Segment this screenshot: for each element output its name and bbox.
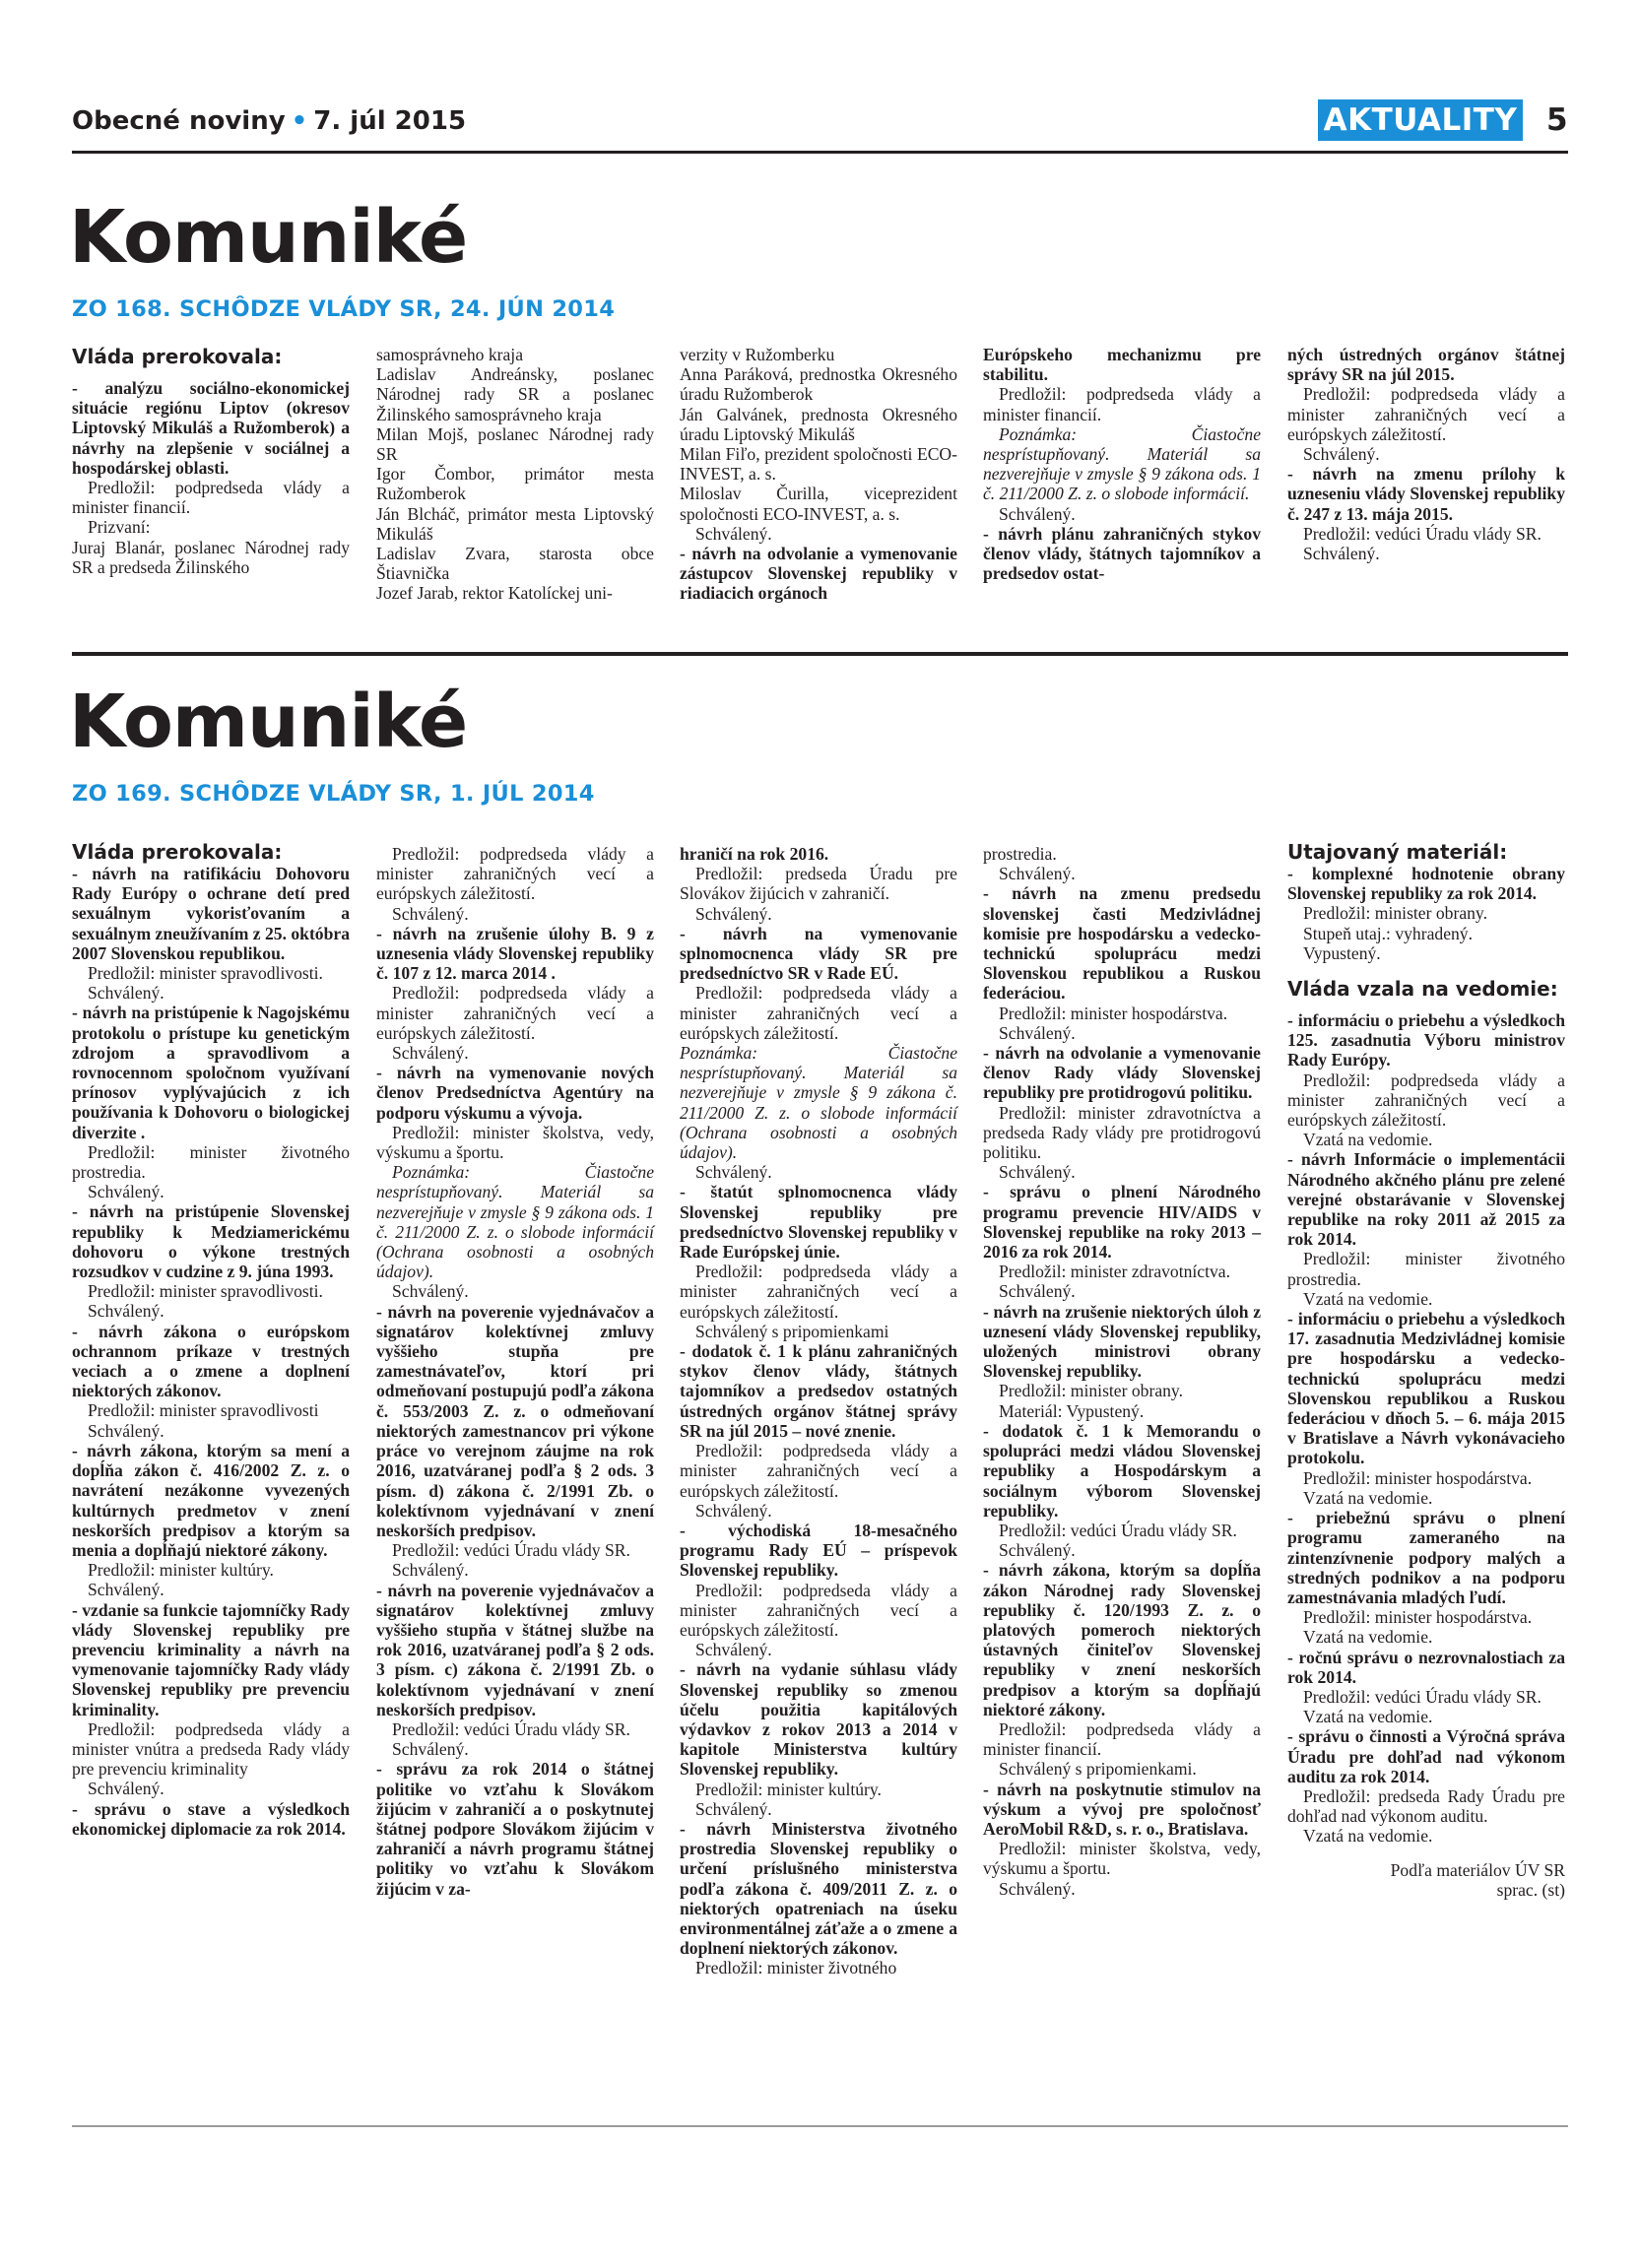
paragraph: verzity v Ružomberku [680,345,835,364]
item-detail: Schválený. [695,903,772,924]
item-detail: Schválený. [999,503,1076,524]
paragraph: prostredia. [983,844,1057,864]
agenda-item: - informáciu o priebehu a výsledkoch 125. zasadnutia Výboru ministrov Rady Európy. [1287,1010,1565,1070]
item-detail: Predložil: predseda Úradu pre Slovákov žijúcich v zahraničí. [680,864,957,904]
source-credit: sprac. (st) [1496,1879,1565,1900]
item-detail: Predložil: minister školstva, vedy, výskumu a športu. [376,1122,654,1163]
item-detail: Stupeň utaj.: vyhradený. [1303,923,1473,943]
paragraph: Ladislav Zvara, starosta obce Štiavnička [376,544,654,584]
paragraph: Ladislav Andreánsky, poslanec Národnej rady SR a poslanec Žilinského samosprávneho kraja [376,364,654,424]
item-detail: Predložil: minister životného prostredia. [1287,1249,1565,1289]
item-detail: Predložil: vedúci Úradu vlády SR. [392,1540,630,1561]
agenda-item: - východiská 18-mesačného programu Rady EÚ – príspevok Slovenskej republiky. [680,1520,957,1581]
item-detail: Vzatá na vedomie. [1303,1130,1433,1150]
item-detail: Schválený s pripomienkami [695,1321,889,1341]
article1-column-1 [72,345,350,577]
item-detail: Schválený s pripomienkami. [999,1759,1197,1780]
item-detail: Predložil: predseda Rady Úradu pre dohľad nad výkonom auditu. [1287,1785,1565,1827]
agenda-item: - informáciu o priebehu a výsledkoch 17. zasadnutia Medzivládnej komisie pre hospodársku a vedecko-technickú spoluprácu medzi Slovenskou republikou a Ruskou federáciou v dňoch 5. – 6. mája 2015 v Bratislave a Návrh vykonávacieho protokolu. [1287,1309,1565,1468]
paragraph: Ján Galvánek, prednosta Okresného úradu Liptovský Mikuláš [680,404,957,444]
item-detail: Schválený. [695,1798,772,1819]
agenda-item: - štatút splnomocnenca vlády Slovenskej republiky pre predsedníctvo Slovenskej republiky v Rade Európskej únie. [680,1182,957,1263]
agenda-item: hraničí na rok 2016. [680,844,829,864]
spacer [1287,963,1565,977]
note: Poznámka: Čiastočne nesprístupňovaný. Materiál sa nezverejňuje v zmysle § 9 zákona ods. 1 č. 211/2000 Z. z. o slobode informácií. [983,423,1261,504]
item-detail: Predložil: podpredseda vlády a minister zahraničných vecí a európskych záležitostí. [376,844,654,904]
paragraph: Anna Paráková, prednostka Okresného úradu Ružomberok [680,364,957,405]
item-detail: Predložil: podpredseda vlády a minister financií. [983,384,1261,424]
article1-column-5 [1287,345,1565,563]
agenda-item: - návrh na zrušenie úlohy B. 9 z uznesenia vlády Slovenskej republiky č. 107 z 12. marca 2014 . [376,923,654,984]
item-detail: Predložil: podpredseda vlády a minister zahraničných vecí a európskych záležitostí. [680,1262,957,1322]
item-detail: Schválený. [1303,544,1380,564]
footer-rule [72,2125,1568,2127]
agenda-item: - návrh na zrušenie niektorých úloh z uznesení vlády Slovenskej republiky, uložených ministrovi obrany Slovenskej republiky. [983,1301,1261,1382]
agenda-item: - návrh na odvolanie a vymenovanie zástupcov Slovenskej republiky v riadiacich orgánoch [680,544,957,604]
item-detail: Schválený. [392,1043,469,1064]
section-heading: Utajovaný materiál: [1287,840,1508,864]
item-detail: Predložil: minister obrany. [1303,903,1487,924]
page-number: 5 [1546,102,1568,138]
agenda-item: - návrh na vymenovanie splnomocnenca vlády SR pre predsedníctvo SR v Rade EÚ. [680,923,957,984]
article1-column-4 [983,345,1261,583]
item-detail: Schválený. [999,1540,1076,1561]
item-detail: Predložil: vedúci Úradu vlády SR. [999,1520,1237,1540]
item-detail: Predložil: vedúci Úradu vlády SR. [1303,1686,1542,1707]
item-detail: Schválený. [88,1779,164,1799]
item-detail: Schválený. [392,903,469,924]
item-detail: Predložil: podpredseda vlády a minister financií. [983,1718,1261,1760]
item-detail: Predložil: minister spravodlivosti. [88,963,323,984]
item-detail: Schválený. [88,1580,164,1600]
agenda-item: - návrh na vymenovanie nových členov Predsedníctva Agentúry na podporu výskumu a vývoja. [376,1063,654,1123]
agenda-item: - návrh na zmenu prílohy k uzneseniu vlády Slovenskej republiky č. 247 z 13. mája 2015. [1287,464,1565,524]
item-detail: Schválený. [392,1739,469,1760]
item-detail: Predložil: minister hospodárstva. [1303,1607,1533,1628]
item-detail: Schválený. [695,1500,772,1521]
section-heading: Vláda vzala na vedomie: [1287,977,1558,1002]
agenda-item: - správu o stave a výsledkoch ekonomickej diplomacie za rok 2014. [72,1798,350,1839]
item-detail: Schválený. [88,1301,164,1322]
paragraph: Ján Blcháč, primátor mesta Liptovský Mikuláš [376,503,654,544]
item-detail: Predložil: minister školstva, vedy, výskumu a športu. [983,1839,1261,1879]
newspaper-name: Obecné noviny [72,106,286,136]
item-detail: Schválený. [392,1560,469,1581]
item-detail: Predložil: podpredseda vlády a minister vnútra a predseda Rady vlády pre prevenciu kriminality [72,1718,350,1780]
item-detail: Predložil: minister životného [695,1958,897,1978]
item-detail: Predložil: minister zdravotníctva. [999,1262,1231,1282]
agenda-item: - návrh na vydanie súhlasu vlády Slovenskej republiky so zmenou účelu použitia kapitálových výdavkov z rokov 2013 a 2014 v kapitole Ministerstva kultúry Slovenskej republiky. [680,1659,957,1780]
article1-column-2 [376,345,654,604]
section-rubric: AKTUALITY [1318,99,1523,141]
agenda-item: Európskeho mechanizmu pre stabilitu. [983,345,1261,385]
agenda-item: - vzdanie sa funkcie tajomníčky Rady vlády Slovenskej republiky pre prevenciu kriminality a návrh na vymenovanie tajomníčky Rady vlády Slovenskej republiky pre prevenciu kriminality. [72,1599,350,1719]
item-detail: Predložil: podpredseda vlády a minister zahraničných vecí a európskych záležitostí. [1287,384,1565,444]
item-detail: Predložil: minister spravodlivosti [88,1400,319,1421]
article2-column-3 [680,844,957,1978]
item-detail: Prizvaní: [88,517,151,538]
agenda-item: - dodatok č. 1 k plánu zahraničných stykov členov vlády, štátnych tajomníkov a predsedov ostatných ústredných orgánov štátnej správy SR na júl 2015 – nové znenie. [680,1341,957,1441]
item-detail: Vypustený. [1303,942,1381,963]
item-detail: Predložil: minister hospodárstva. [999,1003,1228,1023]
item-detail: Schválený. [1303,444,1380,465]
item-detail: Vzatá na vedomie. [1303,1707,1433,1727]
item-detail: Predložil: podpredseda vlády a minister zahraničných vecí a európskych záležitostí. [1287,1069,1565,1131]
agenda-item: - návrh na zmenu predsedu slovenskej časti Medzivládnej komisie pre hospodársku a vedecko-technickú spoluprácu medzi Slovenskou republikou a Ruskou federáciou. [983,883,1261,1004]
item-detail: Schválený. [695,523,772,544]
agenda-item: - správu o plnení Národného programu prevencie HIV/AIDS v Slovenskej republike na roky 2013 – 2016 za rok 2014. [983,1182,1261,1263]
item-detail: Schválený. [88,1420,164,1441]
item-detail: Vzatá na vedomie. [1303,1487,1433,1508]
item-detail: Schválený. [999,1022,1076,1043]
agenda-item: ných ústredných orgánov štátnej správy SR na júl 2015. [1287,345,1565,385]
item-detail: Predložil: minister životného prostredia. [72,1141,350,1183]
item-detail: Predložil: vedúci Úradu vlády SR. [1303,523,1542,544]
item-detail: Predložil: vedúci Úradu vlády SR. [392,1718,630,1739]
article2-subtitle: ZO 169. SCHÔDZE VLÁDY SR, 1. JÚL 2014 [72,781,595,807]
note: Poznámka: Čiastočne nesprístupňovaný. Materiál sa nezverejňuje v zmysle § 9 zákona č. 211/2000 Z. z. o slobode informácií (Ochrana osobnosti a osobných údajov). [680,1043,957,1163]
agenda-item: - návrh plánu zahraničných stykov členov vlády, štátnych tajomníkov a predsedov ostat- [983,523,1261,584]
article2-column-4 [983,844,1261,1899]
section-heading: Vláda prerokovala: [72,345,283,368]
article1-title: Komuniké [69,195,468,280]
agenda-item: - návrh na poverenie vyjednávačov a signatárov kolektívnej zmluvy vyššieho stupňa v štátnej službe na rok 2016, uzatváranej podľa § 2 ods. 3 písm. c) zákona č. 2/1991 Zb. o kolektívnom vyjednávaní v znení neskorších predpisov. [376,1580,654,1719]
item-detail: Predložil: podpredseda vlády a minister zahraničných vecí a európskych záležitostí. [680,983,957,1043]
section-heading: Vláda prerokovala: [72,840,283,864]
header-rule [72,151,1568,154]
item-detail: Predložil: podpredseda vlády a minister zahraničných vecí a európskych záležitostí. [376,983,654,1043]
item-detail: Predložil: minister kultúry. [88,1560,274,1581]
agenda-item: - návrh zákona, ktorým sa dopĺňa zákon Národnej rady Slovenskej republiky č. 120/1993 Z. z. o platových pomeroch niektorých ústavných činiteľov Slovenskej republiky v znení neskorších predpisov a ktorým sa dopĺňajú niektoré zákony. [983,1560,1261,1719]
article1-column-3 [680,345,957,604]
agenda-item: - návrh na poskytnutie stimulov na výskum a vývoj pre spoločnosť AeroMobil R&D, s. r. o., Bratislava. [983,1779,1261,1839]
agenda-item: - návrh na poverenie vyjednávačov a signatárov kolektívnej zmluvy vyššieho stupňa pre zamestnávateľov, ktorí pri odmeňovaní postupujú podľa zákona č. 553/2003 Z. z. o odmeňovaní niektorých zamestnancov pri výkone práce vo verejnom záujme na rok 2016, uzatváranej podľa § 2 ods. 3 písm. d) zákona č. 2/1991 Zb. o kolektívnom vyjednávaní v znení neskorších predpisov. [376,1301,654,1540]
item-detail: Schválený. [695,1640,772,1660]
page-header [72,106,466,136]
paragraph: Juraj Blanár, poslanec Národnej rady SR a predseda Žilinského [72,537,350,577]
paragraph: Milan Mojš, poslanec Národnej rady SR [376,423,654,465]
item-detail: Vzatá na vedomie. [1303,1826,1433,1847]
item-detail: Schválený. [392,1281,469,1302]
agenda-item: - návrh Informácie o implementácii Národného akčného plánu pre zelené verejné obstarávanie v Slovenskej republike na roky 2011 až 2015 za rok 2014. [1287,1149,1565,1250]
agenda-item: - ročnú správu o nezrovnalostiach za rok 2014. [1287,1647,1565,1687]
agenda-item: - správu za rok 2014 o štátnej politike vo vzťahu k Slovákom žijúcim v zahraničí a o poskytnutej štátnej podpore Slovákom žijúcim v zahraničí a návrh programu štátnej politiky vo vzťahu k Slovákom žijúcim v za- [376,1759,654,1899]
article-separator [72,652,1568,656]
agenda-item: - priebežnú správu o plnení programu zameraného na zintenzívnenie podpory malých a stredných podnikov a na podporu zamestnávania mladých ľudí. [1287,1508,1565,1607]
header-bullet: • [291,106,308,136]
agenda-item: - analýzu sociálno-ekonomickej situácie regiónu Liptov (okresov Liptovský Mikuláš a Ružomberok) a návrhy na zlepšenie v sociálnej a hospodárskej oblasti. [72,378,350,478]
item-detail: Predložil: minister hospodárstva. [1303,1467,1533,1488]
agenda-item: - návrh zákona o európskom ochrannom príkaze v trestných veciach a o zmene a doplnení niektorých zákonov. [72,1321,350,1401]
item-detail: Predložil: podpredseda vlády a minister zahraničných vecí a európskych záležitostí. [680,1580,957,1640]
agenda-item: - návrh na ratifikáciu Dohovoru Rady Európy o ochrane detí pred sexuálnym vykorisťovaním a sexuálnym zneužívaním z 25. októbra 2007 Slovenskou republikou. [72,864,350,963]
item-detail: Vzatá na vedomie. [1303,1288,1433,1309]
agenda-item: - správu o činnosti a Výročná správa Úradu pre dohľad nad výkonom auditu za rok 2014. [1287,1726,1565,1786]
item-detail: Schválený. [999,1878,1076,1899]
source-credit: Podľa materiálov ÚV SR [1390,1859,1565,1880]
paragraph: Igor Čombor, primátor mesta Ružomberok [376,464,654,504]
article2-column-2 [376,844,654,1899]
article1-subtitle: ZO 168. SCHÔDZE VLÁDY SR, 24. JÚN 2014 [72,296,616,322]
item-detail: Schválený. [999,1281,1076,1302]
item-detail: Materiál: Vypustený. [999,1400,1145,1421]
article2-column-1 [72,840,350,1839]
item-detail: Schválený. [88,1182,164,1202]
item-detail: Predložil: minister zdravotníctva a predseda Rady vlády pre protidrogovú politiku. [983,1102,1261,1163]
note: Poznámka: Čiastočne nesprístupňovaný. Materiál sa nezverejňuje v zmysle § 9 zákona ods. 1 č. 211/2000 Z. z. o slobode informácií (Ochrana osobnosti a osobných údajov). [376,1162,654,1282]
agenda-item: - komplexné hodnotenie obrany Slovenskej republiky za rok 2014. [1287,864,1565,904]
agenda-item: - návrh na pristúpenie k Nagojskému protokolu o prístupe ku genetickým zdrojom a spravodlivom a rovnocennom spoločnom využívaní prínosov vyplývajúcich z ich používania k Dohovoru o biologickej diverzite . [72,1003,350,1142]
agenda-item: - dodatok č. 1 k Memorandu o spolupráci medzi vládou Slovenskej republiky a Hospodárskym a sociálnym výborom Slovenskej republiky. [983,1420,1261,1521]
spacer [1287,1847,1565,1860]
paragraph: Jozef Jarab, rektor Katolíckej uni- [376,583,613,604]
item-detail: Vzatá na vedomie. [1303,1627,1433,1648]
paragraph: samosprávneho kraja [376,345,524,364]
item-detail: Predložil: podpredseda vlády a minister zahraničných vecí a európskych záležitostí. [680,1441,957,1501]
item-detail: Schválený. [695,1162,772,1183]
agenda-item: - návrh na pristúpenie Slovenskej republiky k Medziamerickému dohovoru o výkone trestných rozsudkov v cudzine z 9. júna 1993. [72,1201,350,1282]
agenda-item: - návrh na odvolanie a vymenovanie členov Rady vlády Slovenskej republiky pre protidrogovú politiku. [983,1043,1261,1103]
item-detail: Predložil: minister spravodlivosti. [88,1281,323,1302]
item-detail: Predložil: minister obrany. [999,1381,1183,1401]
issue-date: 7. júl 2015 [313,106,467,136]
item-detail: Schválený. [999,1162,1076,1183]
item-detail: Schválený. [999,864,1076,884]
agenda-item: - návrh Ministerstva životného prostredia Slovenskej republiky o určení príslušného ministerstva podľa zákona č. 409/2011 Z. z. o niektorých opatreniach na úseku environmentálnej záťaže a o zmene a doplnení niektorých zákonov. [680,1818,957,1959]
agenda-item: - návrh zákona, ktorým sa mení a dopĺňa zákon č. 416/2002 Z. z. o navrátení nezákonne vyvezených kultúrnych predmetov v znení neskorších predpisov a ktorým sa menia a dopĺňajú niektoré zákony. [72,1440,350,1560]
paragraph: Miloslav Čurilla, viceprezident spoločnosti ECO-INVEST, a. s. [680,484,957,524]
item-detail: Predložil: podpredseda vlády a minister financií. [72,478,350,518]
article2-title: Komuniké [69,680,468,764]
item-detail: Schválený. [88,983,164,1004]
article2-column-5 [1287,840,1565,1900]
paragraph: Milan Fiľo, prezident spoločnosti ECO-INVEST, a. s. [680,444,957,485]
item-detail: Predložil: minister kultúry. [695,1779,882,1799]
